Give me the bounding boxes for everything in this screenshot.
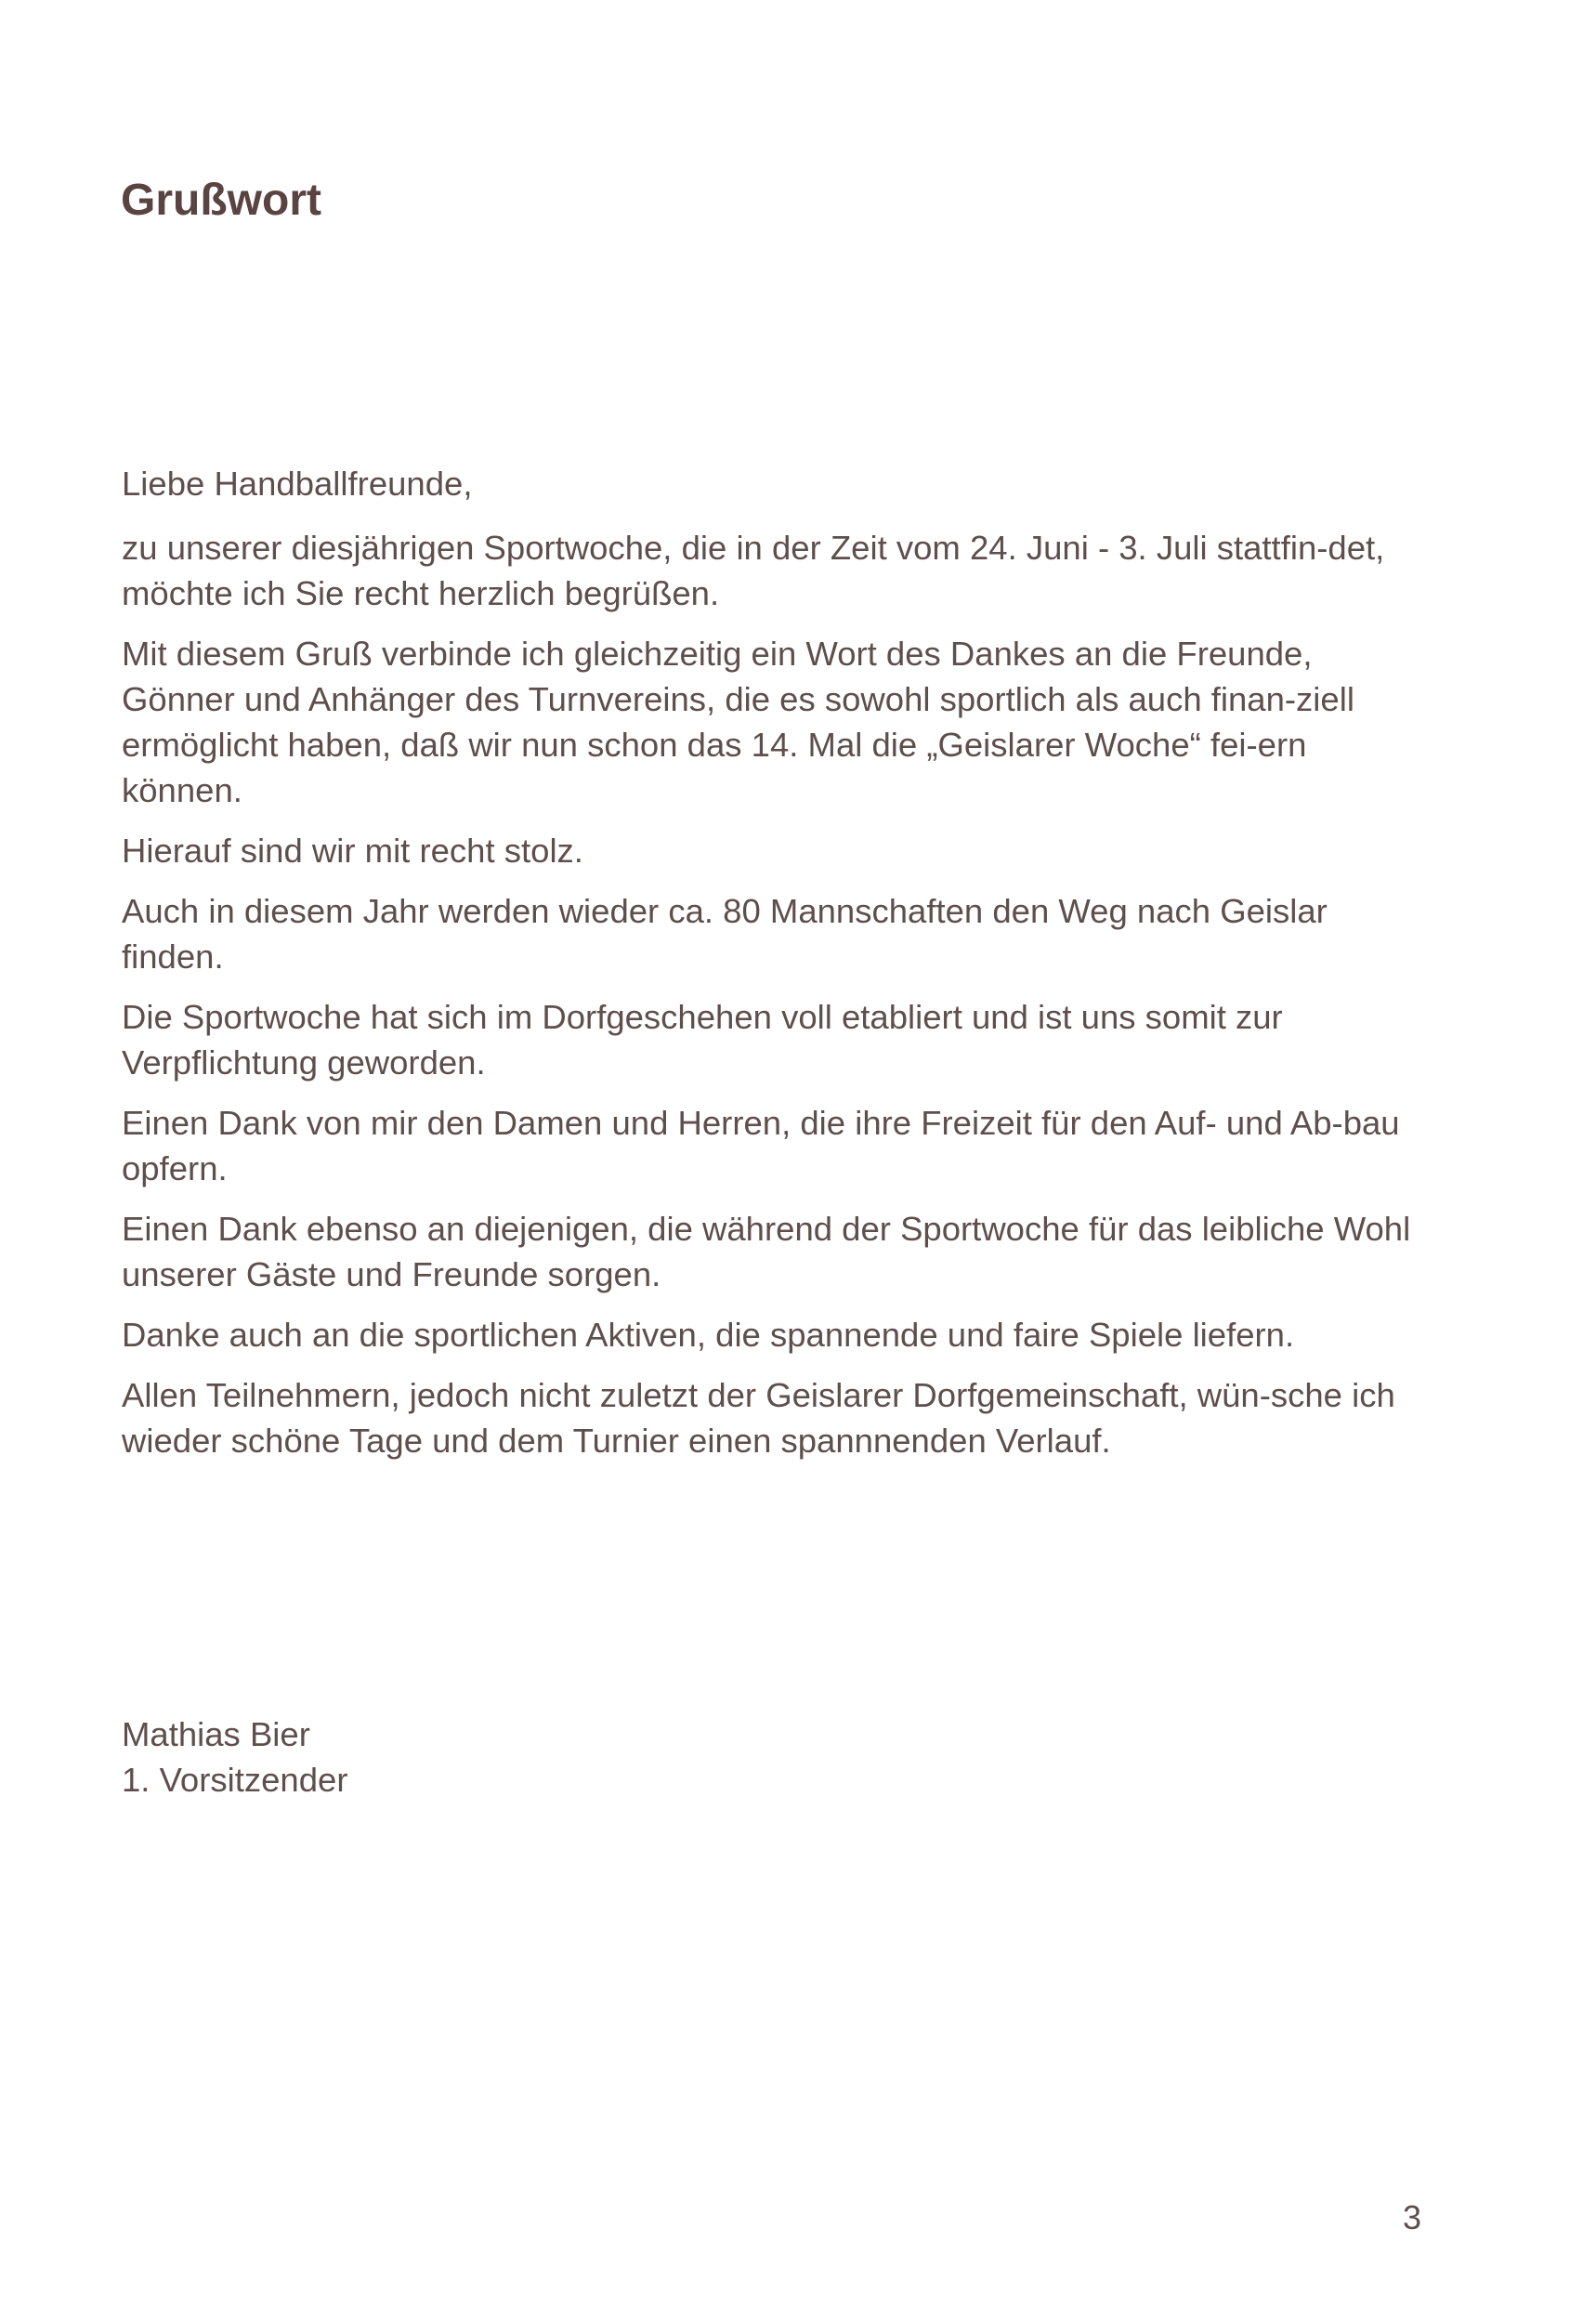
paragraph: Allen Teilnehmern, jedoch nicht zuletzt der Geislarer Dorfgemeinschaft, wün-sche ich wieder schöne Tage und dem Turnier einen spannnenden Verlauf. [122,1376,1395,1460]
paragraph: Danke auch an die sportlichen Aktiven, die spannende und faire Spiele liefern. [122,1316,1295,1354]
signature-block [122,1711,347,1803]
paragraph: Mit diesem Gruß verbinde ich gleichzeitig ein Wort des Dankes an die Freunde, Gönner und Anhänger des Turnvereins, die es sowohl sportlich als auch finan-ziell ermöglicht haben, daß wir nun schon das 14. Mal die „Geislarer Woche“ fei-ern können. [122,635,1354,809]
page-number: 3 [1402,2198,1421,2236]
paragraph: Die Sportwoche hat sich im Dorfgeschehen voll etabliert und ist uns somit zur Verpflichtung geworden. [122,998,1283,1082]
signature-role: 1. Vorsitzender [122,1761,348,1799]
salutation: Liebe Handballfreunde, [122,465,473,503]
paragraph: Einen Dank von mir den Damen und Herren, die ihre Freizeit für den Auf- und Ab-bau opfern. [122,1104,1400,1187]
signature-name: Mathias Bier [122,1715,310,1753]
page-title: Grußwort [121,176,321,225]
letter-body [122,461,1422,1478]
paragraph: Einen Dank ebenso an diejenigen, die während der Sportwoche für das leibliche Wohl unserer Gäste und Freunde sorgen. [122,1210,1411,1293]
paragraph: zu unserer diesjährigen Sportwoche, die in der Zeit vom 24. Juni - 3. Juli stattfin-det, möchte ich Sie recht herzlich begrüßen. [122,529,1385,612]
paragraph: Auch in diesem Jahr werden wieder ca. 80 Mannschaften den Weg nach Geislar finden. [122,892,1328,976]
paragraph: Hierauf sind wir mit recht stolz. [122,832,583,870]
